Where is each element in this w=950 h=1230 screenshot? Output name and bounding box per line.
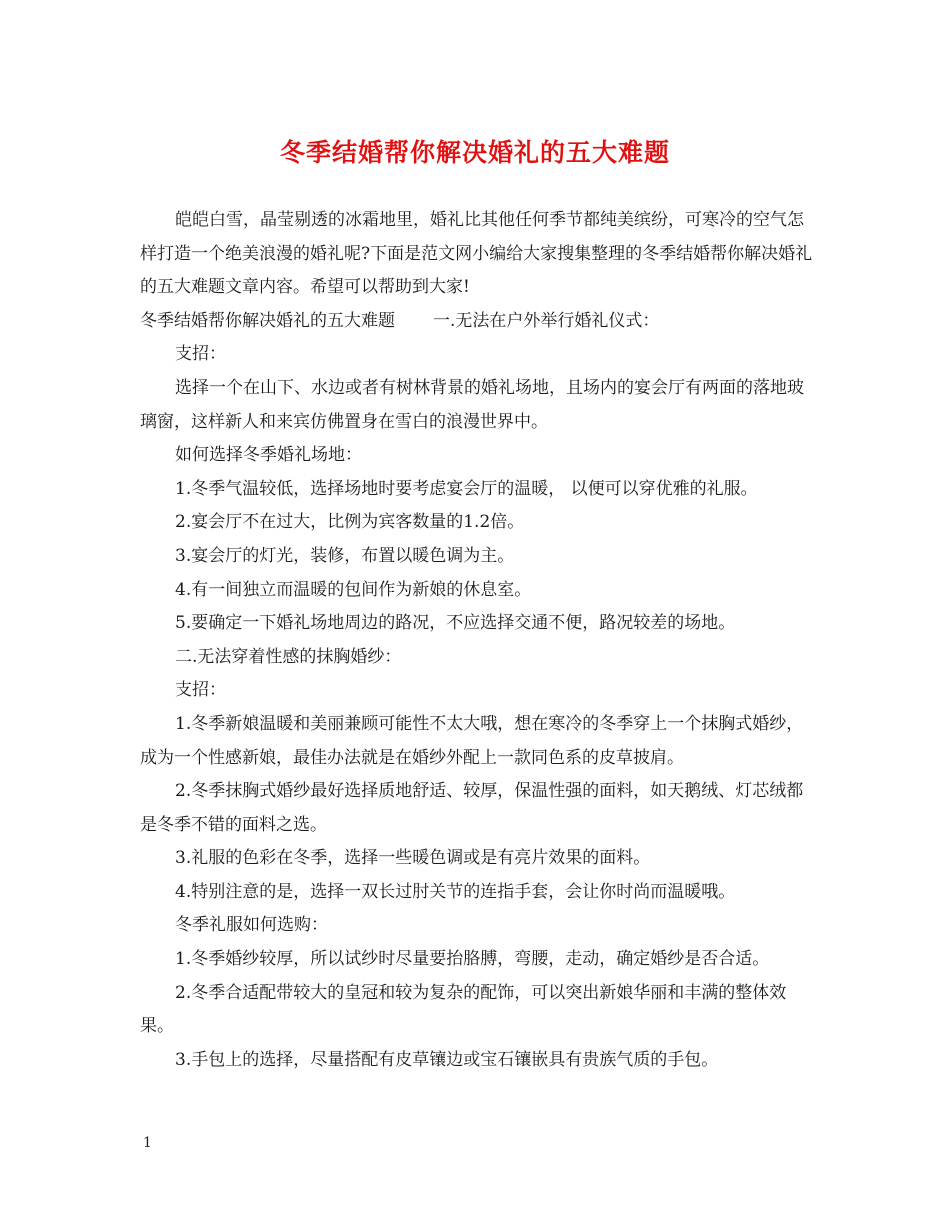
list-item: 1.冬季气温较低，选择场地时要考虑宴会厅的温暖， 以便可以穿优雅的礼服。 — [175, 478, 758, 499]
subtitle-line — [140, 305, 820, 339]
list-item: 3.礼服的色彩在冬季，选择一些暖色调或是有亮片效果的面料。 — [175, 848, 651, 869]
paragraph: 选择一个在山下、水边或者有树林背景的婚礼场地，且场内的宴会厅有两面的落地玻璃窗，这样新人和来宾仿佛置身在雪白的浪漫世界中。 — [140, 377, 804, 432]
list-item: 2.宴会厅不在过大，比例为宾客数量的1.2倍。 — [175, 512, 525, 533]
document-body — [140, 204, 820, 1077]
paragraph: 如何选择冬季婚礼场地： — [175, 445, 362, 466]
intro-paragraph: 皑皑白雪，晶莹剔透的冰霜地里，婚礼比其他任何季节都纯美缤纷，可寒冷的空气怎样打造一个绝美浪漫的婚礼呢?下面是范文网小编给大家搜集整理的冬季结婚帮你解决婚礼的五大难题文章内容。希望可以帮助到大家! — [140, 210, 813, 298]
section-two-heading: 二.无法穿着性感的抹胸婚纱： — [175, 646, 402, 667]
list-item: 1.冬季新娘温暖和美丽兼顾可能性不太大哦，想在寒冷的冬季穿上一个抹胸式婚纱，成为一个性感新娘，最佳办法就是在婚纱外配上一款同色系的皮草披肩。 — [140, 713, 804, 768]
list-item: 4.特别注意的是，选择一双长过肘关节的连指手套，会让你时尚而温暖哦。 — [175, 881, 736, 902]
list-item: 3.宴会厅的灯光，装修，布置以暖色调为主。 — [175, 545, 515, 566]
section-one-heading: 一.无法在户外举行婚礼仪式： — [433, 310, 660, 331]
list-item: 2.冬季合适配带较大的皇冠和较为复杂的配饰，可以突出新娘华丽和丰满的整体效果。 — [140, 982, 787, 1037]
paragraph: 冬季礼服如何选购： — [175, 915, 328, 936]
paragraph: 支招： — [175, 680, 226, 701]
list-item: 3.手包上的选择，尽量搭配有皮草镶边或宝石镶嵌具有贵族气质的手包。 — [175, 1049, 719, 1070]
document-title: 冬季结婚帮你解决婚礼的五大难题 — [279, 138, 670, 167]
list-item: 1.冬季婚纱较厚，所以试纱时尽量要抬胳膊，弯腰，走动，确定婚纱是否合适。 — [175, 949, 770, 970]
subtitle-left: 冬季结婚帮你解决婚礼的五大难题 — [140, 310, 395, 331]
page-number: 1 — [143, 1135, 152, 1151]
list-item: 5.要确定一下婚礼场地周边的路况，不应选择交通不便，路况较差的场地。 — [175, 613, 736, 634]
list-item: 2.冬季抹胸式婚纱最好选择质地舒适、较厚，保温性强的面料，如天鹅绒、灯芯绒都是冬季不错的面料之选。 — [140, 781, 804, 835]
paragraph: 支招： — [175, 344, 226, 365]
list-item: 4.有一间独立而温暖的包间作为新娘的休息室。 — [175, 579, 532, 600]
